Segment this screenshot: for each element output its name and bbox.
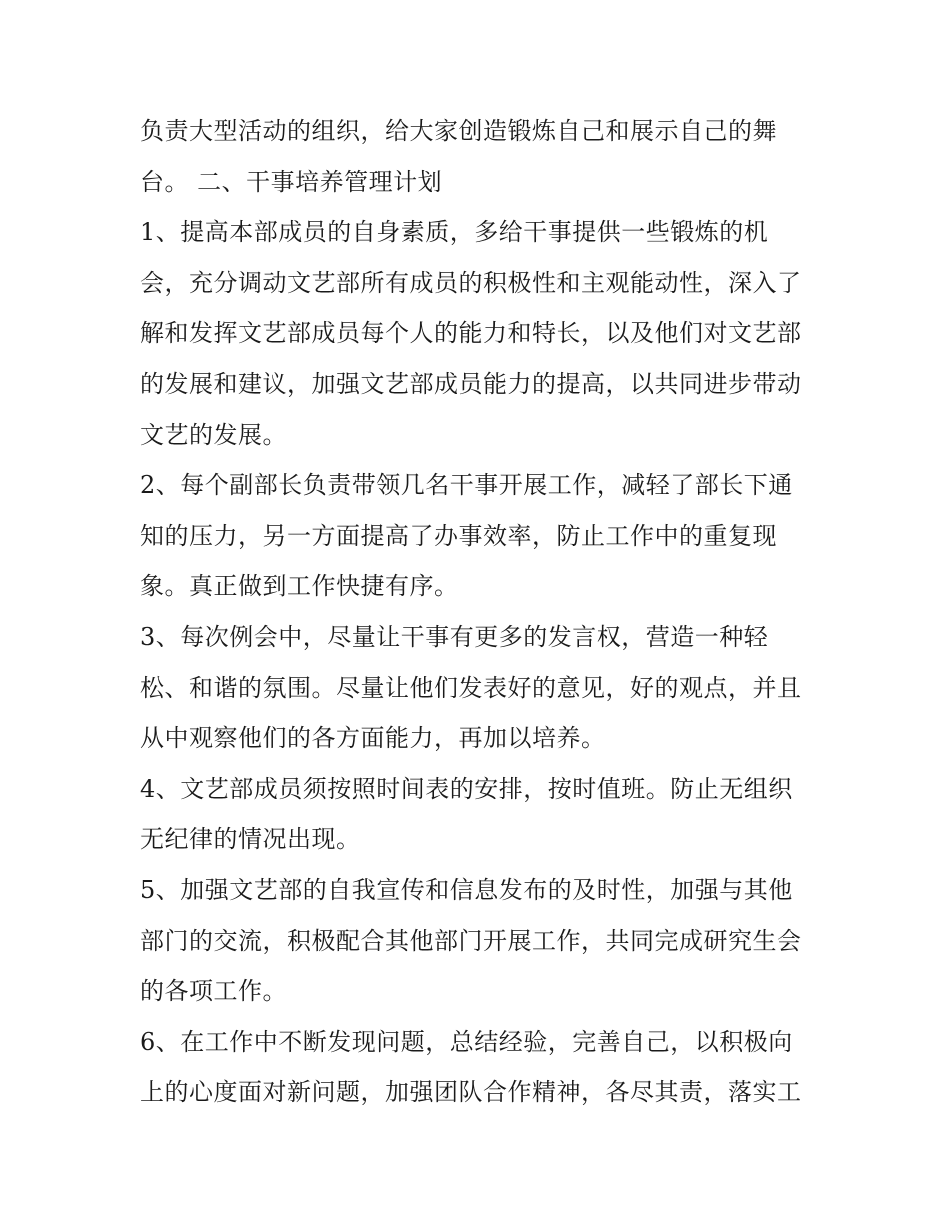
document-body	[140, 106, 830, 1118]
text-line: 6、在工作中不断发现问题，总结经验，完善自己，以积极向	[140, 1027, 793, 1056]
text-line: 从中观察他们的各方面能力，再加以培养。	[140, 724, 606, 753]
text-line: 无纪律的情况出现。	[140, 825, 361, 854]
text-line: 文艺的发展。	[140, 420, 287, 449]
text-line: 2、每个副部长负责带领几名干事开展工作，减轻了部长下通	[140, 471, 793, 500]
text-line: 松、和谐的氛围。尽量让他们发表好的意见，好的观点，并且	[140, 673, 802, 702]
text-line: 象。真正做到工作快捷有序。	[140, 572, 459, 601]
text-line: 的发展和建议，加强文艺部成员能力的提高，以共同进步带动	[140, 369, 802, 398]
text-line: 5、加强文艺部的自我宣传和信息发布的及时性，加强与其他	[140, 875, 793, 904]
text-line: 台。 二、干事培养管理计划	[140, 167, 443, 196]
text-line: 的各项工作。	[140, 977, 287, 1006]
text-line: 部门的交流，积极配合其他部门开展工作，共同完成研究生会	[140, 926, 802, 955]
text-line: 负责大型活动的组织，给大家创造锻炼自己和展示自己的舞	[140, 117, 777, 145]
text-line: 4、文艺部成员须按照时间表的安排，按时值班。防止无组织	[140, 774, 793, 803]
text-line: 解和发挥文艺部成员每个人的能力和特长，以及他们对文艺部	[140, 319, 802, 348]
text-line: 知的压力，另一方面提高了办事效率，防止工作中的重复现	[140, 521, 777, 550]
text-line: 1、提高本部成员的自身素质，多给干事提供一些锻炼的机	[140, 218, 769, 247]
text-line: 3、每次例会中，尽量让干事有更多的发言权，营造一种轻	[140, 622, 769, 651]
text-line: 上的心度面对新问题，加强团队合作精神，各尽其责，落实工	[140, 1078, 802, 1107]
text-line: 会，充分调动文艺部所有成员的积极性和主观能动性，深入了	[140, 268, 802, 297]
